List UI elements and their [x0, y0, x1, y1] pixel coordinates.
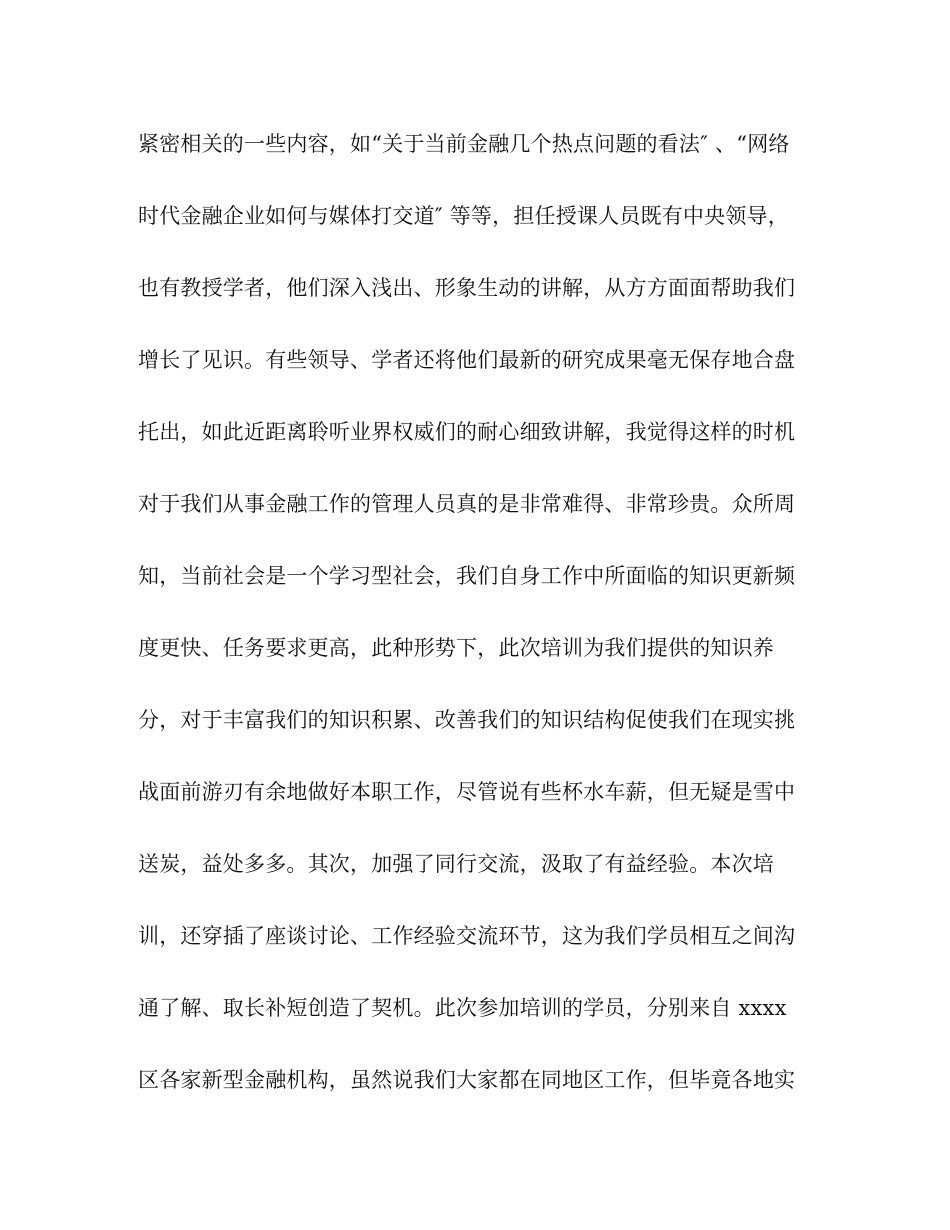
- text-line: 送炭，益处多多。其次，加强了同行交流，汲取了有益经验。本次培: [138, 852, 774, 876]
- text-line: 紧密相关的一些内容，如“关于当前金融几个热点问题的看法″ 、“网络: [138, 132, 790, 156]
- text-line: 分，对于丰富我们的知识积累、改善我们的知识结构促使我们在现实挑: [138, 708, 796, 732]
- text-line: 对于我们从事金融工作的管理人员真的是非常难得、非常珍贵。众所周: [138, 492, 796, 516]
- text-line: 托出，如此近距离聆听业界权威们的耐心细致讲解，我觉得这样的时机: [138, 420, 796, 444]
- text-line: 也有教授学者，他们深入浅出、形象生动的讲解，从方方面面帮助我们: [138, 276, 796, 300]
- text-line: 度更快、任务要求更高，此种形势下，此次培训为我们提供的知识养: [138, 636, 774, 660]
- text-line: 增长了见识。有些领导、学者还将他们最新的研究成果毫无保存地合盘: [138, 348, 796, 372]
- body-text: [138, 126, 838, 1134]
- text-line: 战面前游刃有余地做好本职工作，尽管说有些杯水车薪，但无疑是雪中: [138, 780, 796, 804]
- text-line: 知，当前社会是一个学习型社会，我们自身工作中所面临的知识更新频: [138, 564, 796, 588]
- text-line: 通了解、取长补短创造了契机。此次参加培训的学员，分别来自 xxxx: [138, 996, 787, 1020]
- text-line: 时代金融企业如何与媒体打交道″ 等等，担任授课人员既有中央领导，: [138, 204, 789, 228]
- text-line: 训，还穿插了座谈讨论、工作经验交流环节，这为我们学员相互之间沟: [138, 924, 796, 948]
- text-line: 区各家新型金融机构，虽然说我们大家都在同地区工作，但毕竟各地实: [138, 1068, 796, 1092]
